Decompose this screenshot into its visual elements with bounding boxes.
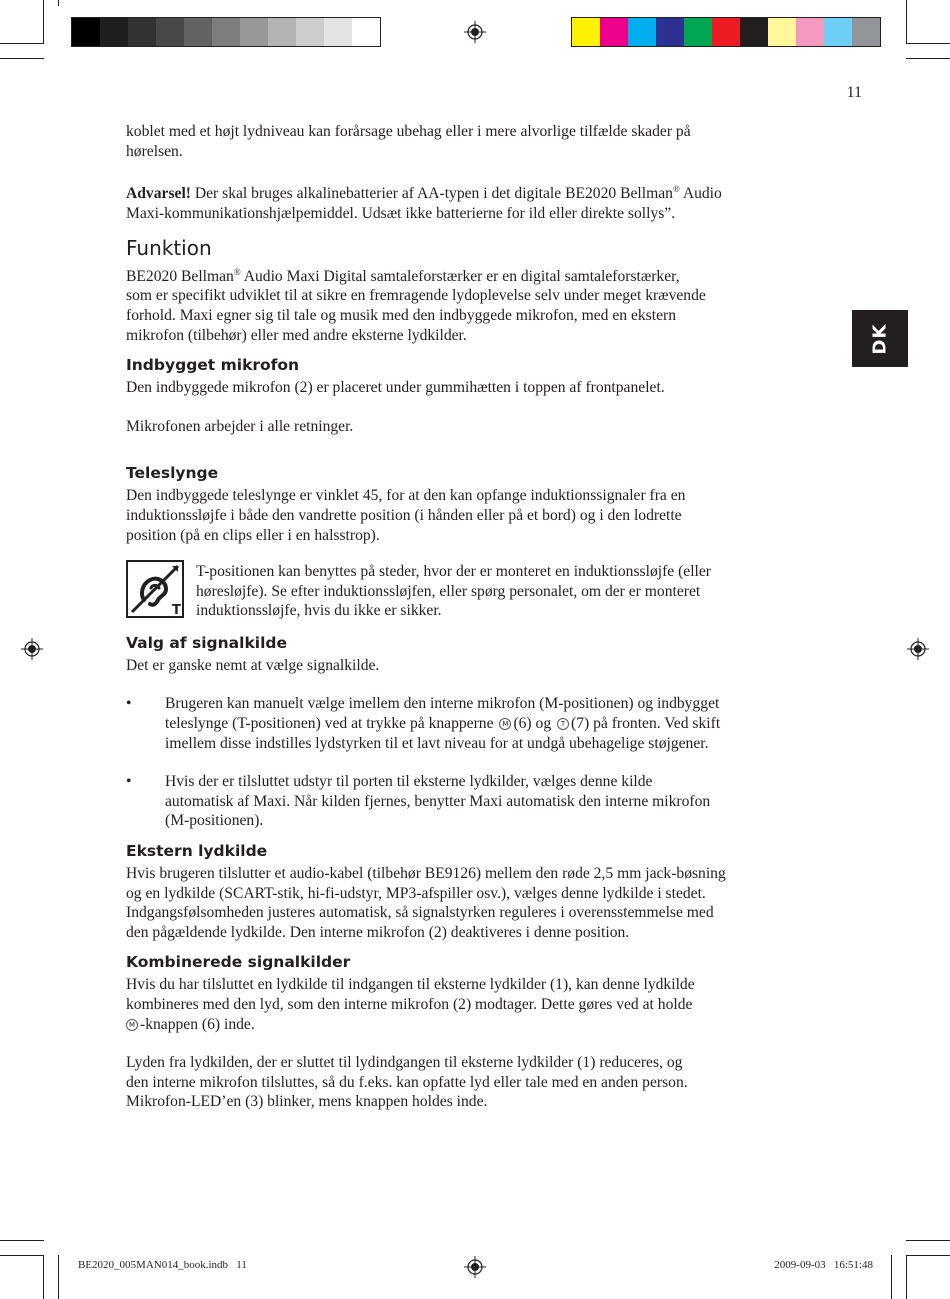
- hearing-loop-icon: [126, 560, 184, 618]
- m-button-icon: M: [126, 1019, 138, 1031]
- language-tab: [852, 310, 908, 367]
- svg-text:T: T: [172, 603, 181, 619]
- crop-mark: [906, 1255, 950, 1256]
- subheading-teleslynge: Teleslynge: [126, 464, 219, 483]
- warning-paragraph: Advarsel! Der skal bruges alkalinebatterier af AA-typen i det digitale BE2020 Bellman® Audio Maxi-kommunikationshjælpemiddel. Udsæt ikke batterierne for ild eller direkte sollys”.: [126, 184, 722, 222]
- color-swatch: [212, 18, 240, 46]
- crop-mark: [58, 0, 59, 6]
- registration-mark-icon: [21, 638, 43, 660]
- crop-mark: [891, 1255, 892, 1299]
- crop-mark: [906, 1255, 907, 1299]
- color-swatch: [740, 18, 768, 46]
- color-swatch: [600, 18, 628, 46]
- color-swatch: [352, 18, 380, 46]
- footer-timestamp: 2009-09-03 16:51:48: [774, 1259, 873, 1271]
- indbygget-paragraph-2: Mikrofonen arbejder i alle retninger.: [126, 417, 354, 435]
- crop-mark: [0, 1255, 44, 1256]
- page-number: 11: [846, 84, 862, 101]
- list-item: • Brugeren kan manuelt vælge imellem den interne mikrofon (M-positionen) og indbygget teleslynge (T-positionen) ved at trykke på knapperne M (6) og T (7) på fronten. Ved skift imellem disse indstilles lydstyrken til et lavt niveau for at undgå ubehagelige støjgener.: [126, 695, 721, 752]
- color-swatch: [156, 18, 184, 46]
- t-button-icon: T: [557, 718, 569, 730]
- color-swatch: [684, 18, 712, 46]
- funktion-paragraph: BE2020 Bellman® Audio Maxi Digital samtaleforstærker er en digital samtaleforstærker, som er specifikt udviklet til at sikre en fremragende lydoplevelse selv under meget krævende forhold. Maxi egner sig til tale og musik med den indbyggede mikrofon, med en ekstern mikrofon (tilbehør) eller med andre eksterne lydkilder.: [126, 266, 706, 344]
- bullet-point: •: [126, 695, 132, 713]
- signalkilde-paragraph: Det er ganske nemt at vælge signalkilde.: [126, 656, 380, 674]
- subheading-indbygget-mikrofon: Indbygget mikrofon: [126, 356, 300, 375]
- crop-mark: [906, 43, 950, 44]
- color-swatch: [852, 18, 880, 46]
- footer-file-info: BE2020_005MAN014_book.indb 11: [78, 1259, 247, 1271]
- color-swatch: [268, 18, 296, 46]
- telecoil-note-text: T-positionen kan benyttes på steder, hvor der er monteret en induktionssløjfe (eller høresløjfe). Se efter induktionssløjfen, eller spørg personalet, om der er monteret induktionssløjfe, hvis du ikke er sikker.: [196, 563, 711, 620]
- color-swatch: [796, 18, 824, 46]
- registration-mark-icon: [907, 638, 929, 660]
- kombinerede-paragraph-2: Lyden fra lydkilden, der er sluttet til lydindgangen til eksterne lydkilder (1) reduceres, og den interne mikrofon tilsluttes, så du f.eks. kan opfatte lyd eller tale med en anden person. Mikrofon-LED’en (3) blinker, mens knappen holdes inde.: [126, 1054, 688, 1111]
- warning-label: Advarsel!: [126, 185, 191, 203]
- color-swatch: [128, 18, 156, 46]
- color-swatch: [712, 18, 740, 46]
- section-heading-funktion: Funktion: [126, 235, 212, 260]
- main-content: [126, 122, 831, 1112]
- color-swatch: [628, 18, 656, 46]
- m-button-icon: M: [499, 718, 511, 730]
- crop-mark: [906, 58, 950, 59]
- process-color-bar: [571, 17, 881, 47]
- subheading-valg-af-signalkilde: Valg af signalkilde: [126, 633, 287, 652]
- ekstern-paragraph: Hvis brugeren tilslutter et audio-kabel (tilbehør BE9126) mellem den røde 2,5 mm jack-bøsning og en lydkilde (SCART-stik, hi-fi-udstyr, MP3-afspiller osv.), vælges denne lydkilde i stedet. Indgangsfølsomheden justeres automatisk, så signalstyrken reguleres i overensstemmelse med den pågældende lydkilde. Den interne mikrofon (2) deaktiveres i denne position.: [126, 865, 726, 941]
- color-swatch: [656, 18, 684, 46]
- kombinerede-paragraph-1: Hvis du har tilsluttet en lydkilde til indgangen til eksterne lydkilder (1), kan denne lydkilde kombineres med den lyd, som den interne mikrofon (2) modtager. Dette gøres ved at holde M -knappen (6) inde.: [126, 976, 695, 1033]
- color-swatch: [324, 18, 352, 46]
- subheading-ekstern-lydkilde: Ekstern lydkilde: [126, 842, 268, 861]
- color-swatch: [100, 18, 128, 46]
- crop-mark: [0, 43, 44, 44]
- registration-mark-icon: [464, 1256, 486, 1278]
- subheading-kombinerede-signalkilder: Kombinerede signalkilder: [126, 953, 351, 972]
- color-swatch: [296, 18, 324, 46]
- language-tab-label: DK: [869, 323, 891, 354]
- crop-mark: [43, 1255, 44, 1299]
- registration-mark-icon: [464, 21, 486, 43]
- color-swatch: [72, 18, 100, 46]
- intro-paragraph: koblet med et højt lydniveau kan forårsage ubehag eller i mere alvorlige tilfælde skader på hørelsen.: [126, 123, 691, 160]
- crop-mark: [0, 1240, 44, 1241]
- crop-mark: [906, 1240, 950, 1241]
- telecoil-note: [126, 562, 831, 621]
- crop-mark: [0, 58, 44, 59]
- crop-mark: [906, 0, 907, 44]
- color-swatch: [824, 18, 852, 46]
- color-swatch: [184, 18, 212, 46]
- color-swatch: [768, 18, 796, 46]
- indbygget-paragraph-1: Den indbyggede mikrofon (2) er placeret under gummihætten i toppen af frontpanelet.: [126, 379, 665, 397]
- color-swatch: [240, 18, 268, 46]
- teleslynge-paragraph: Den indbyggede teleslynge er vinklet 45, for at den kan opfange induktionssignaler fra en induktionssløjfe i både den vandrette position (i hånden eller på et bord) og i den lodrette position (på en clips eller i en halsstrop).: [126, 487, 686, 544]
- crop-mark: [58, 1255, 59, 1299]
- crop-mark: [43, 0, 44, 44]
- list-item: • Hvis der er tilsluttet udstyr til porten til eksterne lydkilder, vælges denne kilde automatisk af Maxi. Når kilden fjernes, benytter Maxi automatisk den interne mikrofon (M-positionen).: [126, 773, 711, 830]
- grayscale-color-bar: [71, 17, 381, 47]
- color-swatch: [572, 18, 600, 46]
- bullet-point: •: [126, 773, 132, 791]
